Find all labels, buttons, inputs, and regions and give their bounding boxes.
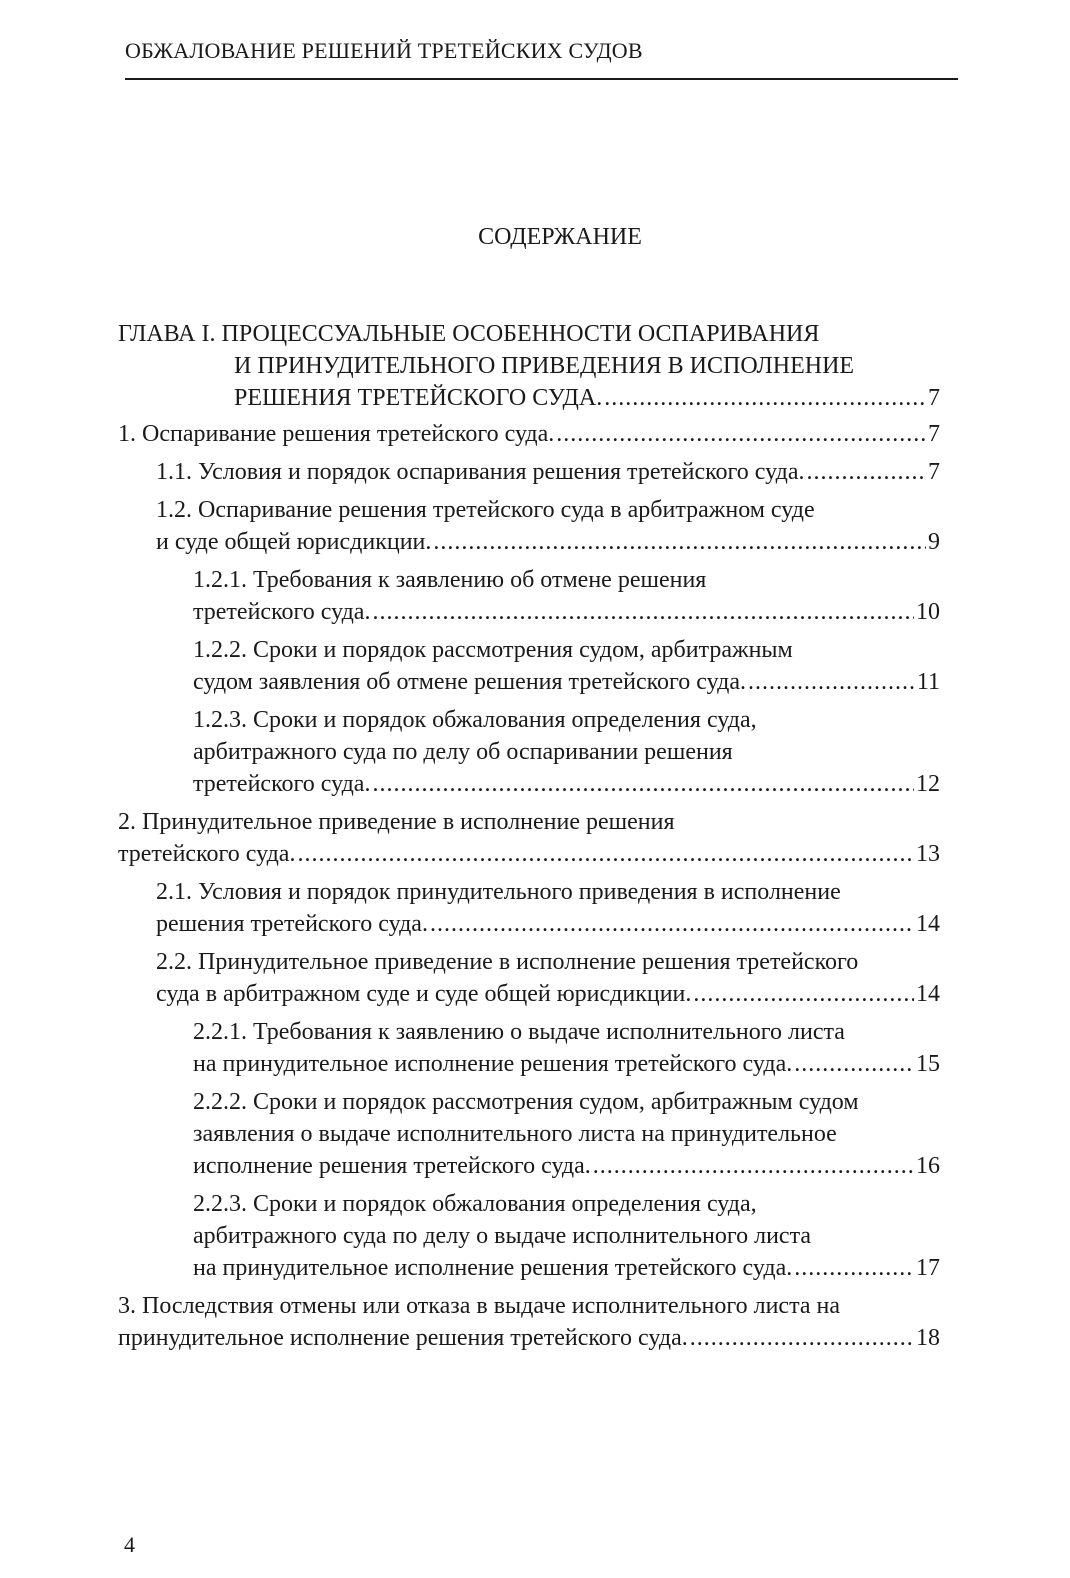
toc-page-number: 16 <box>916 1153 940 1179</box>
toc-entry-line: 2.2.3. Сроки и порядок обжалования определения суда, <box>193 1191 757 1217</box>
toc-entry-line: 1. Оспаривание решения третейского суда. <box>118 421 555 447</box>
toc-entry-line: заявления о выдаче исполнительного листа на принудительное <box>193 1121 837 1147</box>
toc-entry-line: арбитражного суда по делу об оспаривании решения <box>193 739 733 765</box>
toc-page-number: 14 <box>916 911 940 937</box>
toc-entry-line: 1.2. Оспаривание решения третейского суда в арбитражном суде <box>156 497 815 523</box>
toc-leader-dots <box>748 666 915 698</box>
toc-entry-line: 1.1. Условия и порядок оспаривания решения третейского суда. <box>156 459 805 485</box>
toc-entry-line: арбитражного суда по делу о выдаче исполнительного листа <box>193 1223 812 1249</box>
toc-entry-section-1-1[interactable] <box>118 456 940 488</box>
toc-entry-section-3[interactable] <box>118 1290 940 1354</box>
toc-leader-dots <box>372 596 914 628</box>
toc-entry-line: судом заявления об отмене решения третейского суда. <box>193 669 746 695</box>
toc-leader-dots <box>794 1252 914 1284</box>
toc-page-number: 12 <box>916 771 940 797</box>
toc-leader-dots <box>372 768 914 800</box>
toc-entry-section-2-2-2[interactable] <box>118 1086 940 1182</box>
toc-entry-section-1-2[interactable] <box>118 494 940 558</box>
toc-entry-section-1-2-1[interactable] <box>118 564 940 628</box>
toc-entry-line: 2.2. Принудительное приведение в исполнение решения третейского <box>156 949 859 975</box>
header-rule <box>125 78 958 80</box>
toc-entry-line: суда в арбитражном суде и суде общей юрисдикции. <box>156 981 692 1007</box>
toc-entry-line: 2. Принудительное приведение в исполнение решения <box>118 809 675 835</box>
toc-leader-dots <box>556 418 926 450</box>
toc-leader-dots <box>604 382 926 414</box>
toc-entry-section-2-2-3[interactable] <box>118 1188 940 1284</box>
toc-entry-line: 1.2.1. Требования к заявлению об отмене решения <box>193 567 707 593</box>
toc-page-number: 7 <box>928 421 940 447</box>
toc-title: СОДЕРЖАНИЕ <box>478 224 642 250</box>
toc-entry-section-2-2[interactable] <box>118 946 940 1010</box>
running-header: ОБЖАЛОВАНИЕ РЕШЕНИЙ ТРЕТЕЙСКИХ СУДОВ <box>125 38 643 63</box>
toc-entry-line: 1.2.3. Сроки и порядок обжалования определения суда, <box>193 707 757 733</box>
toc-page-number: 9 <box>928 529 940 555</box>
page-number: 4 <box>124 1532 135 1557</box>
toc-entry-line: РЕШЕНИЯ ТРЕТЕЙСКОГО СУДА. <box>234 385 603 411</box>
toc-entry-line: на принудительное исполнение решения третейского суда. <box>193 1051 793 1077</box>
toc-entry-section-1[interactable] <box>118 418 940 450</box>
toc-page-number: 14 <box>916 981 940 1007</box>
toc-entry-line: третейского суда. <box>118 841 296 867</box>
toc-entry-line: исполнение решения третейского суда. <box>193 1153 591 1179</box>
toc-entry-line: 2.1. Условия и порядок принудительного приведения в исполнение <box>156 879 841 905</box>
toc-page-number: 11 <box>916 669 940 695</box>
toc-page-number: 10 <box>916 599 940 625</box>
toc-leader-dots <box>297 838 914 870</box>
toc-page-number: 13 <box>916 841 940 867</box>
toc-entry-line: 1.2.2. Сроки и порядок рассмотрения судом, арбитражным <box>193 637 793 663</box>
toc-entry-line: И ПРИНУДИТЕЛЬНОГО ПРИВЕДЕНИЯ В ИСПОЛНЕНИЕ <box>234 353 855 379</box>
toc-entry-line: ГЛАВА I. ПРОЦЕССУАЛЬНЫЕ ОСОБЕННОСТИ ОСПАРИВАНИЯ <box>118 321 820 347</box>
toc-entry-line: 2.2.2. Сроки и порядок рассмотрения судом, арбитражным судом <box>193 1089 859 1115</box>
toc-leader-dots <box>693 978 914 1010</box>
toc-page-number: 15 <box>916 1051 940 1077</box>
toc-entry-section-2[interactable] <box>118 806 940 870</box>
toc-leader-dots <box>690 1322 914 1354</box>
toc-entry-line: 3. Последствия отмены или отказа в выдаче исполнительного листа на <box>118 1293 841 1319</box>
toc-leader-dots <box>433 526 926 558</box>
toc-entry-section-2-2-1[interactable] <box>118 1016 940 1080</box>
toc-page-number: 7 <box>928 459 940 485</box>
toc-entry-line: 2.2.1. Требования к заявлению о выдаче исполнительного листа <box>193 1019 845 1045</box>
toc-entry-line: решения третейского суда. <box>156 911 428 937</box>
toc-page-number: 18 <box>916 1325 940 1351</box>
table-of-contents <box>118 318 940 1360</box>
toc-leader-dots <box>794 1048 914 1080</box>
toc-page-number: 17 <box>916 1255 940 1281</box>
toc-entry-chapter-1[interactable] <box>118 318 940 414</box>
toc-entry-line: принудительное исполнение решения третейского суда. <box>118 1325 688 1351</box>
toc-leader-dots <box>593 1150 914 1182</box>
toc-leader-dots <box>430 908 914 940</box>
toc-entry-section-1-2-3[interactable] <box>118 704 940 800</box>
toc-entry-section-2-1[interactable] <box>118 876 940 940</box>
toc-entry-line: на принудительное исполнение решения третейского суда. <box>193 1255 793 1281</box>
toc-leader-dots <box>807 456 927 488</box>
toc-entry-line: третейского суда. <box>193 599 371 625</box>
toc-entry-line: и суде общей юрисдикции. <box>156 529 432 555</box>
toc-page-number: 7 <box>928 385 940 411</box>
toc-entry-section-1-2-2[interactable] <box>118 634 940 698</box>
toc-entry-line: третейского суда. <box>193 771 371 797</box>
